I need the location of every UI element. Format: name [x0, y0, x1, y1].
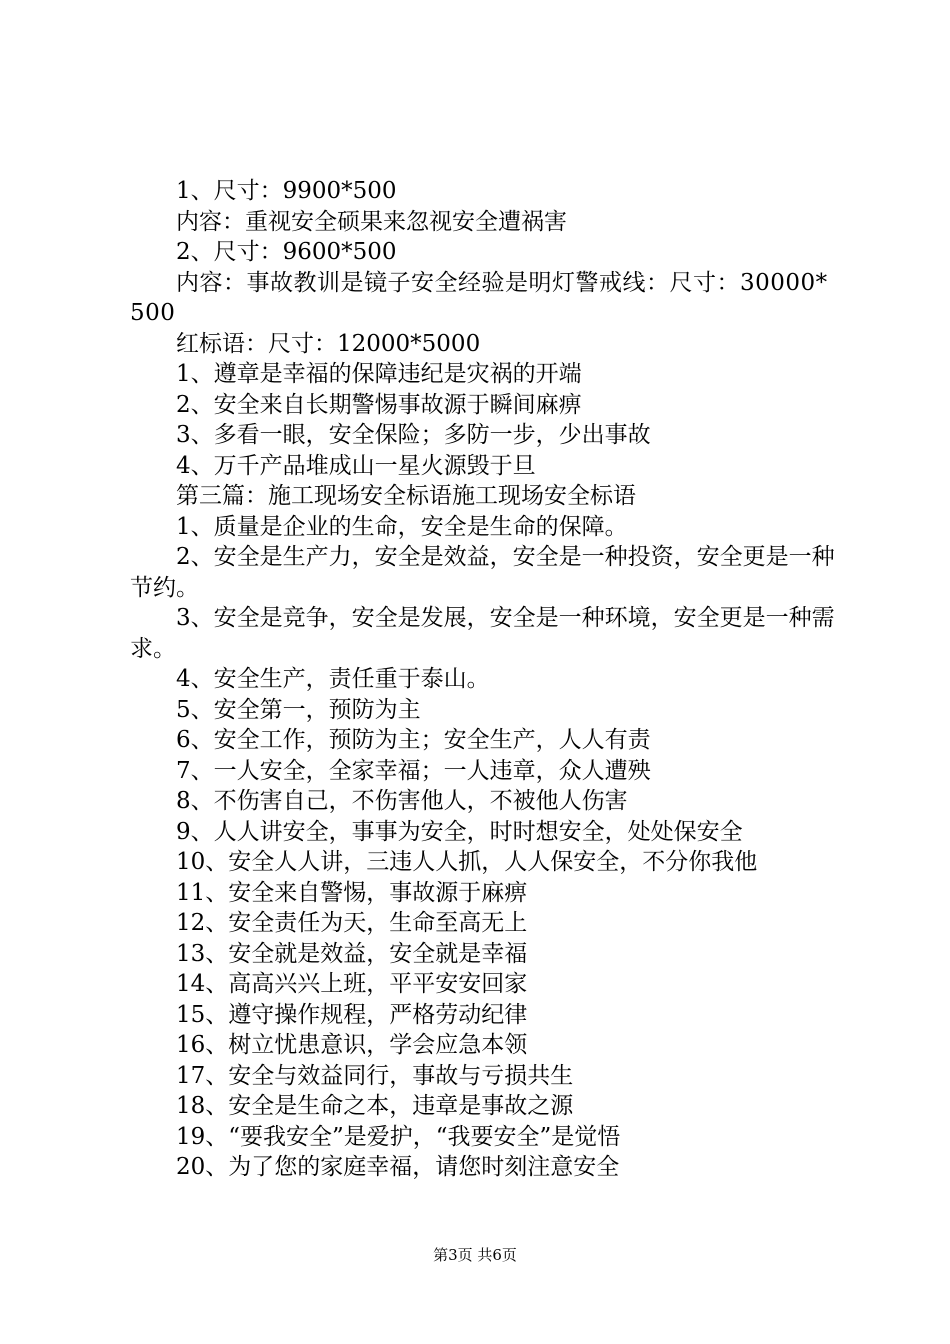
paragraph: 2、尺寸：9600*500 [176, 239, 397, 265]
paragraph: 20、为了您的家庭幸福，请您时刻注意安全 [176, 1154, 620, 1180]
paragraph: 3、安全是竞争，安全是发展，安全是一种环境，安全更是一种需求。 [130, 605, 835, 662]
paragraph: 红标语：尺寸：12000*5000 [176, 330, 481, 357]
paragraph: 4、安全生产，责任重于泰山。 [176, 666, 490, 692]
paragraph: 6、安全工作，预防为主；安全生产，人人有责 [176, 727, 651, 753]
paragraph: 13、安全就是效益，安全就是幸福 [176, 940, 528, 967]
paragraph: 11、安全来自警惕，事故源于麻痹 [176, 879, 528, 906]
paragraph: 12、安全责任为天，生命至高无上 [176, 910, 528, 936]
paragraph: 2、安全来自长期警惕事故源于瞬间麻痹 [176, 391, 582, 418]
paragraph: 18、安全是生命之本，违章是事故之源 [176, 1093, 574, 1119]
paragraph: 14、高高兴兴上班，平平安安回家 [176, 971, 528, 997]
document-body [130, 176, 835, 1183]
paragraph: 7、一人安全，全家幸福；一人违章，众人遭殃 [176, 757, 651, 784]
page-number-footer: 第3页 共6页 [433, 1246, 517, 1264]
section-heading: 第三篇：施工现场安全标语施工现场安全标语 [176, 483, 636, 509]
paragraph: 10、安全人人讲，三违人人抓，人人保安全，不分你我他 [176, 849, 758, 875]
paragraph: 4、万千产品堆成山一星火源毁于旦 [176, 452, 536, 479]
paragraph: 8、不伤害自己，不伤害他人，不被他人伤害 [176, 788, 628, 814]
paragraph: 1、遵章是幸福的保障违纪是灾祸的开端 [176, 361, 582, 387]
paragraph: 1、质量是企业的生命，安全是生命的保障。 [176, 513, 628, 540]
paragraph: 15、遵守操作规程，严格劳动纪律 [176, 1001, 528, 1028]
paragraph: 16、树立忧患意识，学会应急本领 [176, 1032, 528, 1058]
paragraph: 内容：事故教训是镜子安全经验是明灯警戒线：尺寸：30000*500 [130, 269, 828, 326]
paragraph: 3、多看一眼，安全保险；多防一步，少出事故 [176, 422, 651, 448]
paragraph: 9、人人讲安全，事事为安全，时时想安全，处处保安全 [176, 818, 743, 845]
paragraph: 1、尺寸：9900*500 [176, 178, 397, 204]
paragraph: 19、“要我安全”是爱护，“我要安全”是觉悟 [176, 1123, 621, 1150]
paragraph: 内容：重视安全硕果来忽视安全遭祸害 [176, 208, 567, 235]
paragraph: 17、安全与效益同行，事故与亏损共生 [176, 1062, 574, 1089]
paragraph: 2、安全是生产力，安全是效益，安全是一种投资，安全更是一种节约。 [130, 544, 835, 601]
paragraph: 5、安全第一，预防为主 [176, 696, 421, 723]
